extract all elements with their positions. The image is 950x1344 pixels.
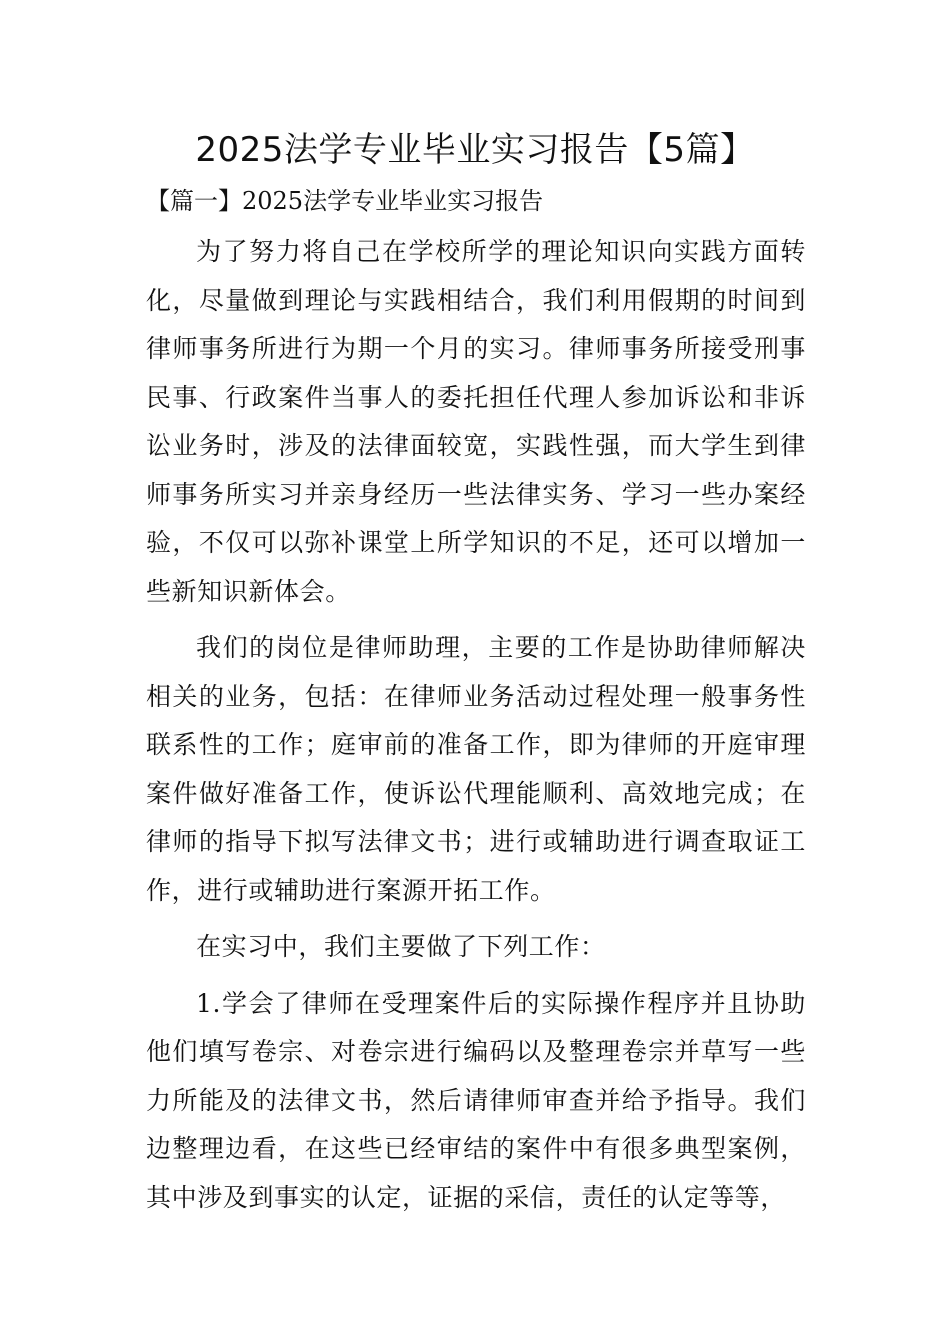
paragraph: 1.学会了律师在受理案件后的实际操作程序并且协助他们填写卷宗、对卷宗进行编码以及整理卷宗并草写一些力所能及的法律文书，然后请律师审查并给予指导。我们边整理边看，在这些已经审结的案件中有很多典型案例，其中涉及到事实的认定，证据的采信，责任的认定等等， bbox=[146, 988, 806, 1212]
section-heading: 【篇一】2025法学专业毕业实习报告 bbox=[146, 187, 544, 215]
document-body bbox=[146, 228, 806, 1230]
paragraph: 为了努力将自己在学校所学的理论知识向实践方面转化，尽量做到理论与实践相结合，我们利用假期的时间到律师事务所进行为期一个月的实习。律师事务所接受刑事民事、行政案件当事人的委托担任代理人参加诉讼和非诉讼业务时，涉及的法律面较宽，实践性强，而大学生到律师事务所实习并亲身经历一些法律实务、学习一些办案经验，不仅可以弥补课堂上所学知识的不足，还可以增加一些新知识新体会。 bbox=[146, 237, 806, 606]
paragraph: 在实习中，我们主要做了下列工作： bbox=[196, 932, 606, 961]
document-title: 2025法学专业毕业实习报告【5篇】 bbox=[195, 130, 755, 170]
paragraph: 我们的岗位是律师助理，主要的工作是协助律师解决相关的业务，包括：在律师业务活动过程处理一般事务性联系性的工作；庭审前的准备工作，即为律师的开庭审理案件做好准备工作，使诉讼代理能顺利、高效地完成；在律师的指导下拟写法律文书；进行或辅助进行调查取证工作，进行或辅助进行案源开拓工作。 bbox=[146, 633, 806, 905]
